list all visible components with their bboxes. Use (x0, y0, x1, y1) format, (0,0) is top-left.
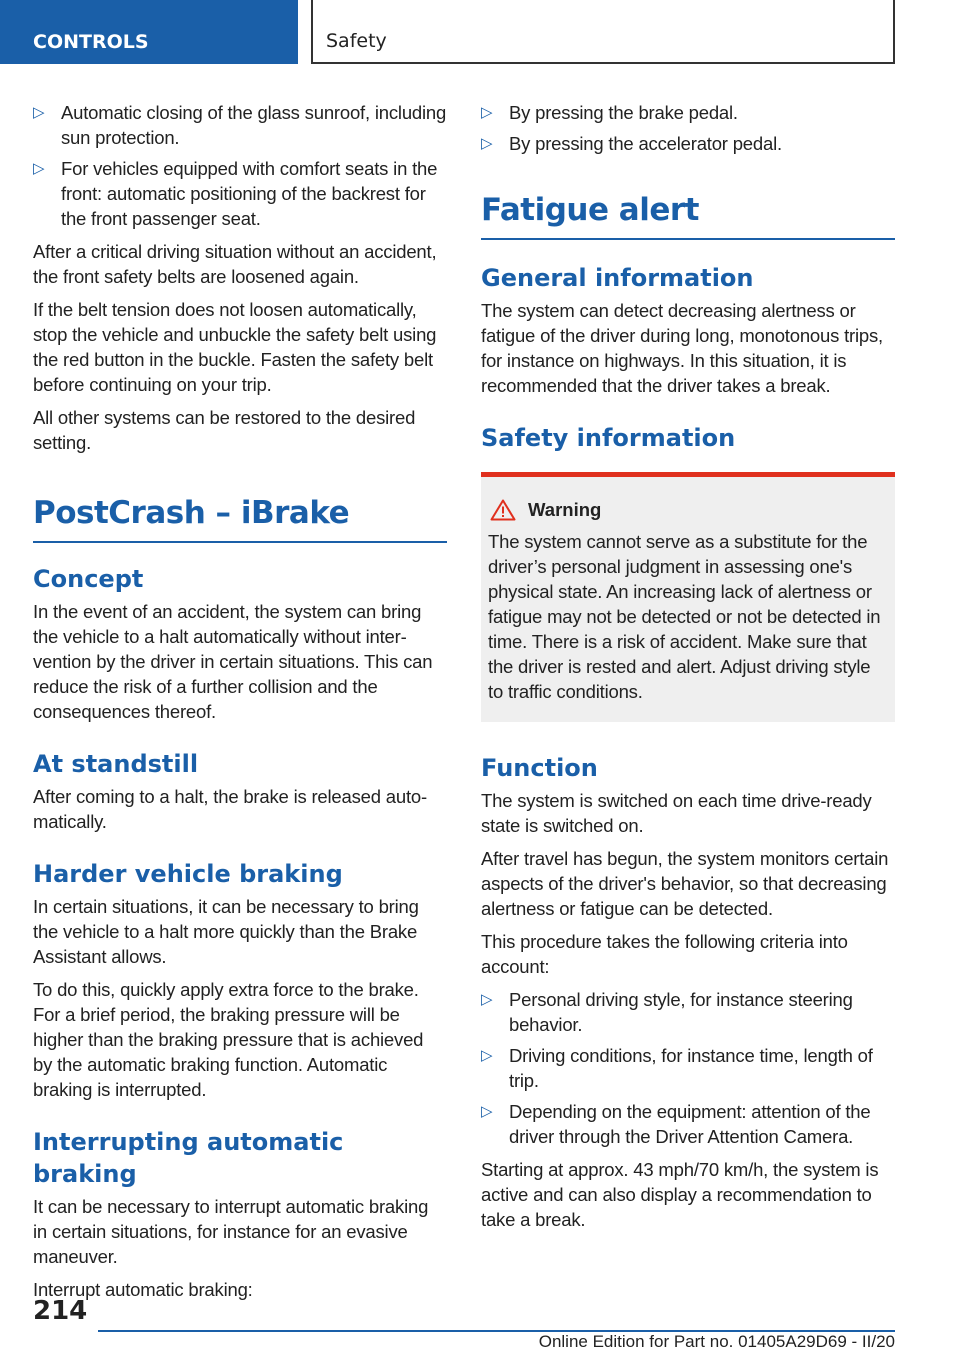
harder-braking-heading: Harder vehicle braking (33, 860, 343, 888)
section-tab: CONTROLS (0, 0, 298, 64)
warning-box (481, 472, 895, 722)
function-heading: Function (481, 754, 598, 782)
page-number: 214 (33, 1296, 88, 1326)
criteria-bullet-list (481, 987, 895, 1149)
list-item: ▷ Driving conditions, for instance time, length of trip. (481, 1045, 873, 1091)
warning-title: Warning (528, 499, 602, 520)
bullet-icon: ▷ (481, 103, 493, 121)
sunroof-bullet-list (33, 100, 447, 231)
list-item: ▷ Automatic closing of the glass sunroof, including sun protection. (33, 102, 447, 148)
paragraph: The system is switched on each time drive-ready state is switched on. (481, 790, 872, 836)
chapter-title: Safety (311, 0, 895, 64)
paragraph: It can be necessary to interrupt automatic braking in certain situations, for instance for an evasive maneuver. (33, 1196, 429, 1267)
fatigue-alert-heading: Fatigue alert (481, 190, 895, 240)
paragraph: This procedure takes the following criteria into account: (481, 931, 848, 977)
paragraph: All other systems can be restored to the desired setting. (33, 407, 416, 453)
paragraph: In certain situations, it can be necessary to bring the vehicle to a halt more quickly than the Brake Assistant allows. (33, 896, 419, 967)
bullet-icon: ▷ (33, 103, 45, 121)
warning-text: The system cannot serve as a substitute for the driver’s personal judgment in assessing one's physical state. An increasing lack of alertness or fatigue may not be detected or not be detected in time. There is a risk of accident. Make sure that the driver is rested and alert. Adjust driving style to traffic conditions. (488, 531, 881, 702)
paragraph: After travel has begun, the system monitors certain aspects of the driver's behavior, so that decreasing alertness or fatigue can be detected. (481, 848, 889, 919)
list-item: ▷ By pressing the brake pedal. (481, 102, 738, 123)
list-item: ▷ For vehicles equipped with comfort seats in the front: automatic positioning of the backrest for the front passenger seat. (33, 158, 438, 229)
paragraph: Interrupt automatic braking: (33, 1279, 253, 1300)
standstill-heading: At standstill (33, 750, 199, 778)
interrupt-braking-heading: Interrupting automatic braking (33, 1128, 344, 1188)
paragraph: In the event of an accident, the system can bring the vehicle to a halt automatically without intervention by the driver in certain situations. This can reduce the risk of a further collision and the consequences thereof. (33, 601, 433, 722)
paragraph: To do this, quickly apply extra force to the brake. For a brief period, the braking pressure will be higher than the braking pressure that is achieved by the automatic braking function. Automatic braking is interrupted. (33, 979, 424, 1100)
list-item: ▷ Depending on the equipment: attention of the driver through the Driver Attention Camera. (481, 1101, 871, 1147)
paragraph: The system can detect decreasing alertness or fatigue of the driver during long, monotonous trips, for instance on highways. In this situation, it is recommended that the driver takes a break. (481, 300, 883, 396)
warning-triangle-icon (490, 499, 516, 521)
bullet-icon: ▷ (481, 1102, 493, 1120)
safety-info-heading: Safety information (481, 424, 736, 452)
interrupt-bullet-list (481, 100, 895, 156)
general-info-heading: General information (481, 264, 754, 292)
concept-heading: Concept (33, 565, 144, 593)
paragraph: After a critical driving situation without an accident, the front safety belts are loosened again. (33, 241, 437, 287)
right-column (481, 100, 895, 1240)
bullet-icon: ▷ (481, 1046, 493, 1064)
list-item: ▷ Personal driving style, for instance steering behavior. (481, 989, 853, 1035)
left-column (33, 100, 447, 1310)
bullet-icon: ▷ (33, 159, 45, 177)
edition-footer: Online Edition for Part no. 01405A29D69 - II/20 (538, 1332, 895, 1351)
paragraph: After coming to a halt, the brake is released automatically. (33, 786, 428, 832)
paragraph: Starting at approx. 43 mph/70 km/h, the system is active and can also display a recommendation to take a break. (481, 1159, 879, 1230)
bullet-icon: ▷ (481, 134, 493, 152)
bullet-icon: ▷ (481, 990, 493, 1008)
list-item: ▷ By pressing the accelerator pedal. (481, 133, 782, 154)
warning-header (488, 499, 888, 521)
postcrash-heading: PostCrash – iBrake (33, 493, 447, 543)
paragraph: If the belt tension does not loosen automatically, stop the vehicle and unbuckle the safety belt using the red button in the buckle. Fasten the safety belt before continuing on your trip. (33, 299, 437, 395)
